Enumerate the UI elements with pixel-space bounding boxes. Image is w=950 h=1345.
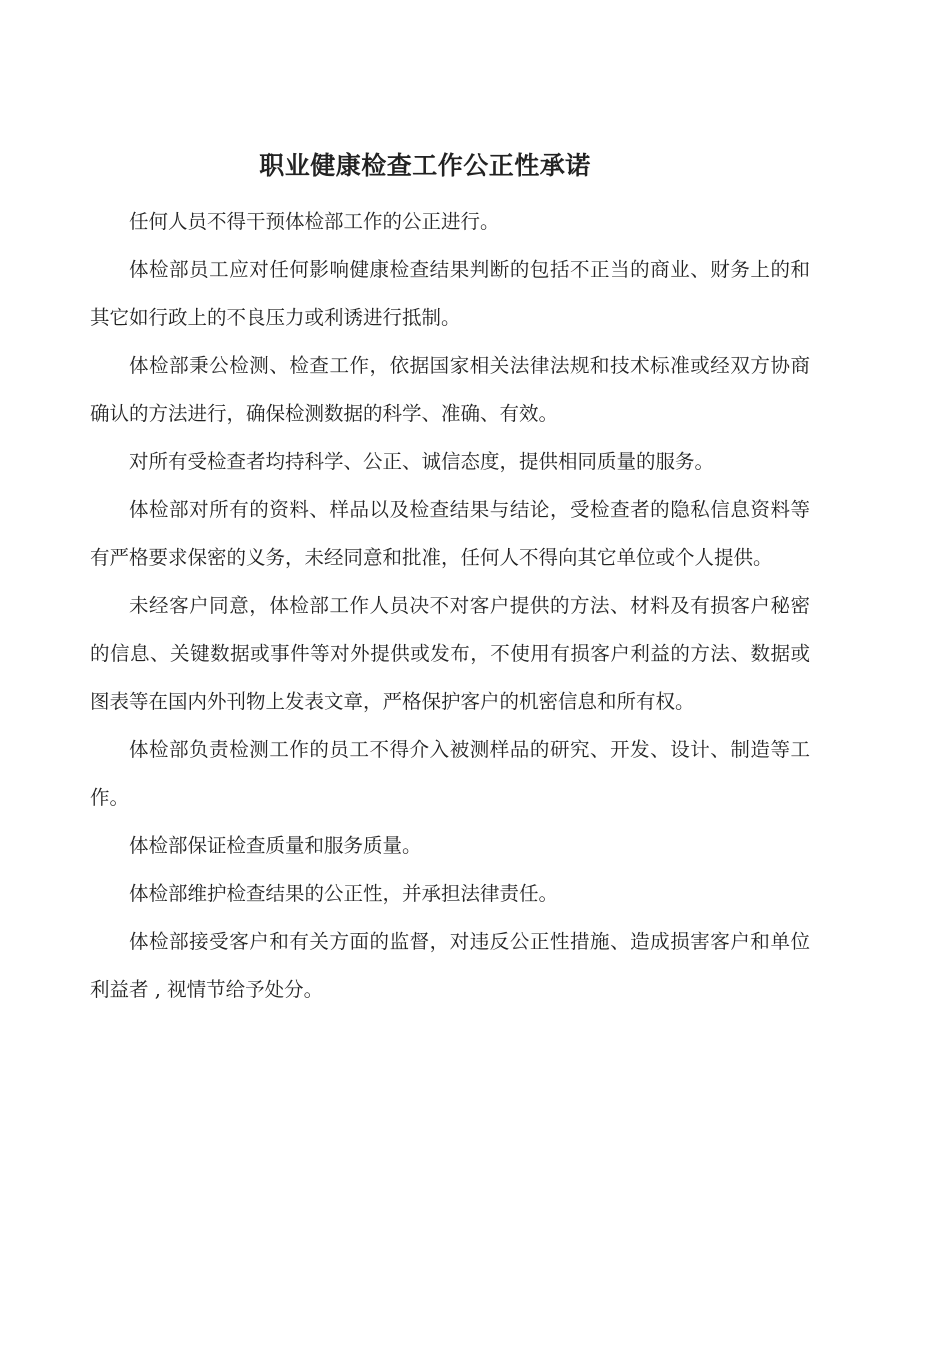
paragraph-8: 体检部保证检查质量和服务质量。 xyxy=(129,834,422,857)
paragraph-9: 体检部维护检查结果的公正性，并承担法律责任。 xyxy=(129,882,559,905)
paragraph-10: 体检部接受客户和有关方面的监督，对违反公正性措施、造成损害客户和单位利益者 , 视情节给予处分。 xyxy=(90,930,810,1001)
paragraph-6: 未经客户同意，体检部工作人员决不对客户提供的方法、材料及有损客户秘密的信息、关键数据或事件等对外提供或发布，不使用有损客户利益的方法、数据或图表等在国内外刊物上发表文章，严格保护客户的机密信息和所有权。 xyxy=(90,594,810,713)
document-title: 职业健康检查工作公正性承诺 xyxy=(259,151,591,180)
paragraph-2: 体检部员工应对任何影响健康检查结果判断的包括不正当的商业、财务上的和其它如行政上的不良压力或利诱进行抵制。 xyxy=(90,258,810,329)
paragraph-3: 体检部秉公检测、检查工作，依据国家相关法律法规和技术标准或经双方协商确认的方法进行，确保检测数据的科学、准确、有效。 xyxy=(90,354,810,425)
paragraph-1: 任何人员不得干预体检部工作的公正进行。 xyxy=(129,210,500,233)
document-body xyxy=(90,198,810,1014)
paragraph-7: 体检部负责检测工作的员工不得介入被测样品的研究、开发、设计、制造等工作。 xyxy=(90,738,810,809)
paragraph-5: 体检部对所有的资料、样品以及检查结果与结论，受检查者的隐私信息资料等有严格要求保密的义务，未经同意和批准，任何人不得向其它单位或个人提供。 xyxy=(90,498,810,569)
paragraph-4: 对所有受检查者均持科学、公正、诚信态度，提供相同质量的服务。 xyxy=(129,450,715,473)
